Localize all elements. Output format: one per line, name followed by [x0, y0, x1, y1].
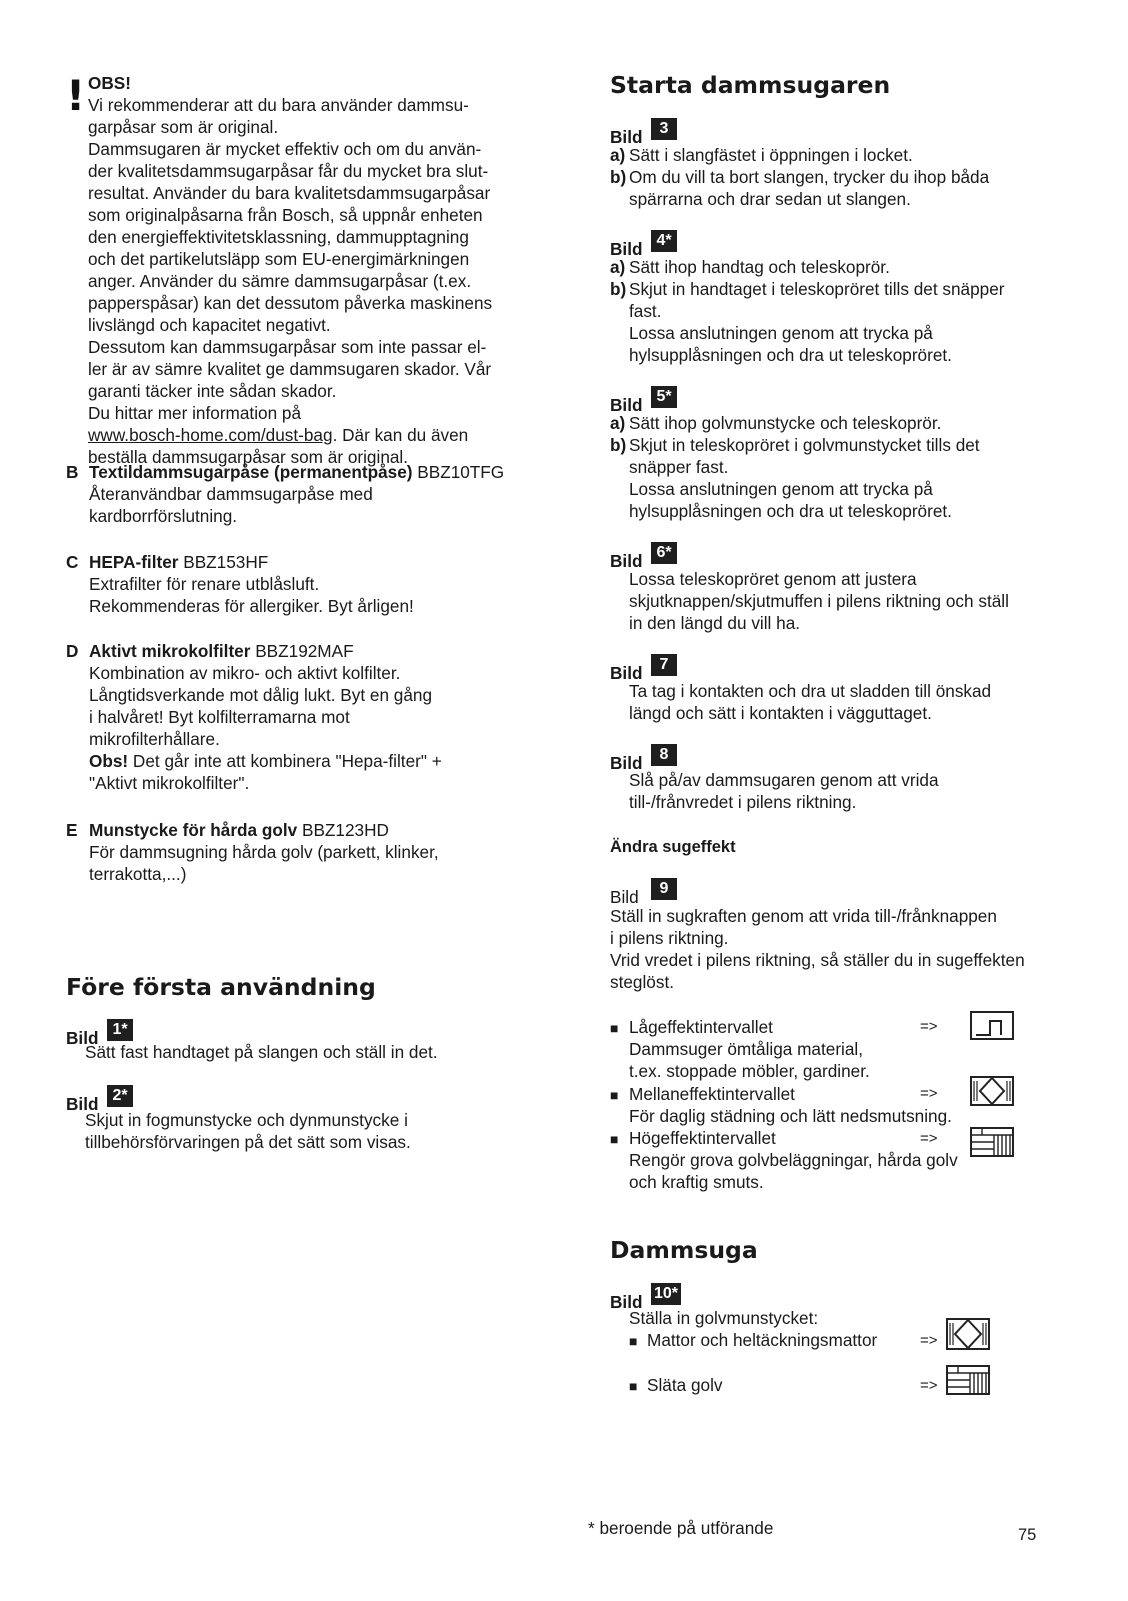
step-text: Ta tag i kontakten och dra ut sladden till önskad	[629, 681, 992, 701]
accessory-e	[66, 819, 541, 884]
step-text: Lossa teleskopröret genom att justera	[629, 569, 917, 589]
step-text: Lossa anslutningen genom att trycka på	[629, 323, 933, 343]
bild-number-badge: 3	[651, 118, 677, 140]
suction-text: i pilens riktning.	[610, 928, 729, 948]
low-power-icon	[970, 1011, 1014, 1041]
start-heading: Starta dammsugaren	[610, 71, 891, 99]
bild-number-badge: 6*	[651, 542, 677, 564]
bullet-square-icon: ■	[629, 1378, 638, 1394]
hard-floor-icon	[946, 1365, 990, 1395]
bullet-square-icon: ■	[629, 1333, 638, 1349]
accessory-name: HEPA-filter	[89, 552, 179, 572]
step-text: Lossa anslutningen genom att trycka på	[629, 479, 933, 499]
notice-line: den energieffektivitetsklassning, dammupptagning	[88, 227, 469, 247]
bild-number-badge: 10*	[651, 1283, 681, 1305]
power-level-desc: t.ex. stoppade möbler, gardiner.	[629, 1061, 870, 1081]
accessory-desc: i halvåret! Byt kolfilterramarna mot	[89, 707, 350, 727]
notice-block	[88, 72, 533, 468]
accessory-c	[66, 551, 541, 616]
bild-label: Bild	[610, 887, 639, 907]
power-level-desc: och kraftig smuts.	[629, 1172, 764, 1192]
accessory-letter: C	[66, 552, 79, 572]
accessory-name: Textildammsugarpåse (permanentpåse)	[89, 462, 413, 482]
accessory-letter: E	[66, 820, 78, 840]
accessory-desc: kardborrförslutning.	[89, 506, 238, 526]
notice-line: Vi rekommenderar att du bara använder dammsu-	[88, 95, 469, 115]
accessory-desc: terrakotta,...)	[89, 864, 187, 884]
notice-text	[88, 94, 533, 424]
bullet-square-icon: ■	[610, 1131, 619, 1147]
notice-title: OBS!	[88, 73, 131, 93]
notice-link-after: . Där kan du även	[332, 425, 469, 445]
footnote: * beroende på utförande	[588, 1518, 774, 1538]
accessory-name: Aktivt mikrokolfilter	[89, 641, 251, 661]
bild-label: Bild	[610, 1292, 643, 1312]
step-text: Sätt fast handtaget på slangen och ställ in det.	[85, 1042, 438, 1062]
suction-text: Vrid vredet i pilens riktning, så ställer du in sugeffekten	[610, 950, 1025, 970]
accessory-code: BBZ10TFG	[417, 462, 505, 482]
accessory-name: Munstycke för hårda golv	[89, 820, 298, 840]
bild-label: Bild	[610, 127, 643, 147]
step-label: a)	[610, 145, 626, 165]
step-text: Om du vill ta bort slangen, trycker du ihop båda	[629, 167, 990, 187]
step-label: a)	[610, 257, 626, 277]
floor-type-label: Mattor och heltäckningsmattor	[647, 1330, 878, 1350]
step-text: hylsupplåsningen och dra ut teleskopröret.	[629, 345, 952, 365]
step-text: till-/frånvredet i pilens riktning.	[629, 792, 857, 812]
accessory-d	[66, 640, 541, 793]
bild-number-badge: 7	[651, 654, 677, 676]
power-level-desc: Dammsuger ömtåliga material,	[629, 1039, 864, 1059]
step-label: b)	[610, 435, 627, 455]
accessory-letter: D	[66, 641, 79, 661]
accessory-desc: Extrafilter för renare utblåsluft.	[89, 574, 320, 594]
arrow-text: =>	[920, 1332, 938, 1349]
suction-heading: Ändra sugeffekt	[610, 838, 736, 856]
floor-type-label: Släta golv	[647, 1375, 723, 1395]
bullet-square-icon: ■	[610, 1087, 619, 1103]
accessory-obs-label: Obs!	[89, 751, 129, 771]
bild-label: Bild	[610, 663, 643, 683]
bild-label: Bild	[610, 395, 643, 415]
power-level-desc: Rengör grova golvbeläggningar, hårda golv	[629, 1150, 958, 1170]
dust-bag-link[interactable]: www.bosch-home.com/dust-bag	[88, 425, 333, 445]
notice-line: Dammsugaren är mycket effektiv och om du använ-	[88, 139, 482, 159]
accessory-code: BBZ153HF	[183, 552, 269, 572]
accessory-desc: Kombination av mikro- och aktivt kolfilter.	[89, 663, 401, 683]
power-level-title: Lågeffektintervallet	[629, 1017, 773, 1037]
accessory-b	[66, 461, 541, 526]
accessory-desc: mikrofilterhållare.	[89, 729, 220, 749]
accessory-obs-text: Det går inte att kombinera "Hepa-filter" +	[128, 751, 442, 771]
medium-power-icon	[970, 1076, 1014, 1106]
step-label: a)	[610, 413, 626, 433]
bild-label: Bild	[66, 1094, 99, 1114]
step-text: in den längd du vill ha.	[629, 613, 801, 633]
notice-link-line	[88, 424, 533, 446]
step-text: längd och sätt i kontakten i vägguttaget.	[629, 703, 932, 723]
notice-line: Du hittar mer information på	[88, 403, 302, 423]
step-text: Sätt i slangfästet i öppningen i locket.	[629, 145, 913, 165]
bild-number-badge: 1*	[107, 1019, 133, 1041]
notice-line: papperspåsar) kan det dessutom påverka maskinens	[88, 293, 493, 313]
bild-number-badge: 4*	[651, 230, 677, 252]
step-text: Slå på/av dammsugaren genom att vrida	[629, 770, 939, 790]
accessory-letter: B	[66, 462, 79, 482]
step-text: tillbehörsförvaringen på det sätt som visas.	[85, 1132, 411, 1152]
step-text: Skjut in teleskopröret i golvmunstycket tills det	[629, 435, 980, 455]
accessory-code: BBZ123HD	[302, 820, 389, 840]
arrow-text: =>	[920, 1130, 938, 1147]
accessory-desc: Rekommenderas för allergiker. Byt årligen!	[89, 596, 414, 616]
step-text: spärrarna och drar sedan ut slangen.	[629, 189, 911, 209]
notice-line: der kvalitetsdammsugarpåsar får du mycket bra slut-	[88, 161, 489, 181]
arrow-text: =>	[920, 1018, 938, 1035]
notice-line: Dessutom kan dammsugarpåsar som inte passar el-	[88, 337, 487, 357]
notice-line: anger. Använder du sämre dammsugarpåsar (t.ex.	[88, 271, 472, 291]
vacuum-intro: Ställa in golvmunstycket:	[629, 1308, 819, 1328]
bild-label: Bild	[610, 239, 643, 259]
notice-line: som originalpåsarna från Bosch, så uppnår enheten	[88, 205, 483, 225]
power-level-title: Mellaneffektintervallet	[629, 1084, 795, 1104]
bild-number-badge: 9	[651, 878, 677, 900]
step-text: fast.	[629, 301, 662, 321]
carpet-icon	[946, 1318, 990, 1350]
notice-line: resultat. Använder du bara kvalitetsdammsugarpåsar	[88, 183, 491, 203]
arrow-text: =>	[920, 1377, 938, 1394]
arrow-text: =>	[920, 1085, 938, 1102]
warning-exclamation-icon: !	[66, 71, 86, 120]
bild-number-badge: 5*	[651, 386, 677, 408]
accessory-desc: För dammsugning hårda golv (parkett, klinker,	[89, 842, 439, 862]
accessory-obs-line2: "Aktivt mikrokolfilter".	[89, 773, 250, 793]
step-text: skjutknappen/skjutmuffen i pilens riktning och ställ	[629, 591, 1009, 611]
page-number: 75	[1018, 1526, 1037, 1544]
first-use-heading: Före första användning	[66, 973, 376, 1001]
step-text: hylsupplåsningen och dra ut teleskopröret.	[629, 501, 952, 521]
suction-text: steglöst.	[610, 972, 675, 992]
step-label: b)	[610, 279, 627, 299]
notice-line: och det partikelutsläpp som EU-energimärkningen	[88, 249, 470, 269]
step-label: b)	[610, 167, 627, 187]
step-text: Skjut in handtaget i teleskopröret tills det snäpper	[629, 279, 1005, 299]
bild-label: Bild	[610, 753, 643, 773]
bild-label: Bild	[610, 551, 643, 571]
step-text: Skjut in fogmunstycke och dynmunstycke i	[85, 1110, 408, 1130]
bild-number-badge: 2*	[107, 1085, 133, 1107]
notice-line: garanti täcker inte sådan skador.	[88, 381, 337, 401]
notice-line: garpåsar som är original.	[88, 117, 279, 137]
notice-last-line: beställa dammsugarpåsar som är original.	[88, 447, 409, 467]
bild-number-badge: 8	[651, 744, 677, 766]
bild-label: Bild	[66, 1028, 99, 1048]
power-level-desc: För daglig städning och lätt nedsmutsning.	[629, 1106, 952, 1126]
step-text: snäpper fast.	[629, 457, 729, 477]
notice-line: ler är av sämre kvalitet ge dammsugaren skador. Vår	[88, 359, 492, 379]
accessory-desc: Långtidsverkande mot dålig lukt. Byt en gång	[89, 685, 433, 705]
bullet-square-icon: ■	[610, 1020, 619, 1036]
step-text: Sätt ihop handtag och teleskoprör.	[629, 257, 890, 277]
accessory-desc: Återanvändbar dammsugarpåse med	[89, 484, 373, 504]
suction-text: Ställ in sugkraften genom att vrida till-/frånknappen	[610, 906, 997, 926]
vacuum-heading: Dammsuga	[610, 1236, 758, 1264]
accessory-code: BBZ192MAF	[255, 641, 354, 661]
power-level-title: Högeffektintervallet	[629, 1128, 776, 1148]
notice-line: livslängd och kapacitet negativt.	[88, 315, 331, 335]
step-text: Sätt ihop golvmunstycke och teleskoprör.	[629, 413, 942, 433]
high-power-icon	[970, 1127, 1014, 1157]
